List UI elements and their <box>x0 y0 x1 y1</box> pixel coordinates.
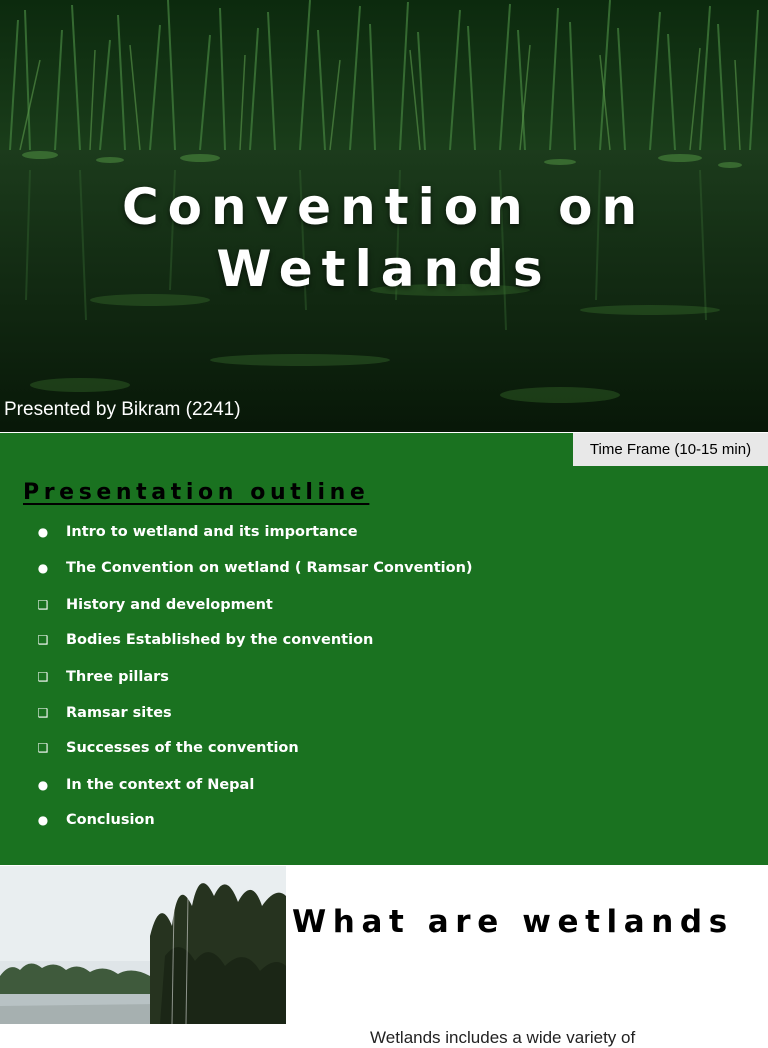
presenter-credit: Presented by Bikram (2241) <box>4 399 241 420</box>
wetlands-intro-slide <box>0 866 768 1047</box>
outline-item <box>0 666 600 688</box>
bullet-dot-icon: ● <box>37 561 49 575</box>
bullet-dot-icon: ● <box>37 813 49 827</box>
outline-item-label: Intro to wetland and its importance <box>66 524 358 540</box>
outline-item <box>0 557 600 579</box>
outline-item <box>0 737 600 759</box>
outline-item-label: History and development <box>66 597 273 613</box>
bullet-box-icon: ❑ <box>37 706 49 720</box>
bullet-dot-icon: ● <box>37 525 49 539</box>
title-slide <box>0 0 768 432</box>
outline-item-label: The Convention on wetland ( Ramsar Convention) <box>66 560 473 576</box>
title-line-1: Convention on <box>121 177 647 236</box>
outline-item-label: Bodies Established by the convention <box>66 632 374 648</box>
outline-item-label: Successes of the convention <box>66 740 299 756</box>
outline-item <box>0 594 600 616</box>
bullet-box-icon: ❑ <box>37 741 49 755</box>
outline-item <box>0 629 600 651</box>
outline-item <box>0 702 600 724</box>
wetlands-body-text: Wetlands includes a wide variety of <box>370 1028 636 1047</box>
outline-list <box>0 433 768 865</box>
outline-item-label: Ramsar sites <box>66 705 172 721</box>
title-line-2: Wetlands <box>216 239 552 298</box>
outline-slide <box>0 433 768 865</box>
wetlands-heading: What are wetlands <box>292 903 734 940</box>
bullet-box-icon: ❑ <box>37 633 49 647</box>
outline-item-label: Three pillars <box>66 669 169 685</box>
outline-item <box>0 774 600 796</box>
outline-item-label: Conclusion <box>66 812 155 828</box>
wetland-landscape-photo <box>0 866 286 1024</box>
outline-item <box>0 809 600 831</box>
bullet-box-icon: ❑ <box>37 670 49 684</box>
presentation-title <box>0 176 768 300</box>
outline-heading: Presentation outline <box>23 480 370 506</box>
outline-item-label: In the context of Nepal <box>66 777 255 793</box>
outline-item <box>0 521 600 543</box>
bullet-dot-icon: ● <box>37 778 49 792</box>
time-frame-badge: Time Frame (10-15 min) <box>573 433 768 466</box>
bullet-box-icon: ❑ <box>37 598 49 612</box>
